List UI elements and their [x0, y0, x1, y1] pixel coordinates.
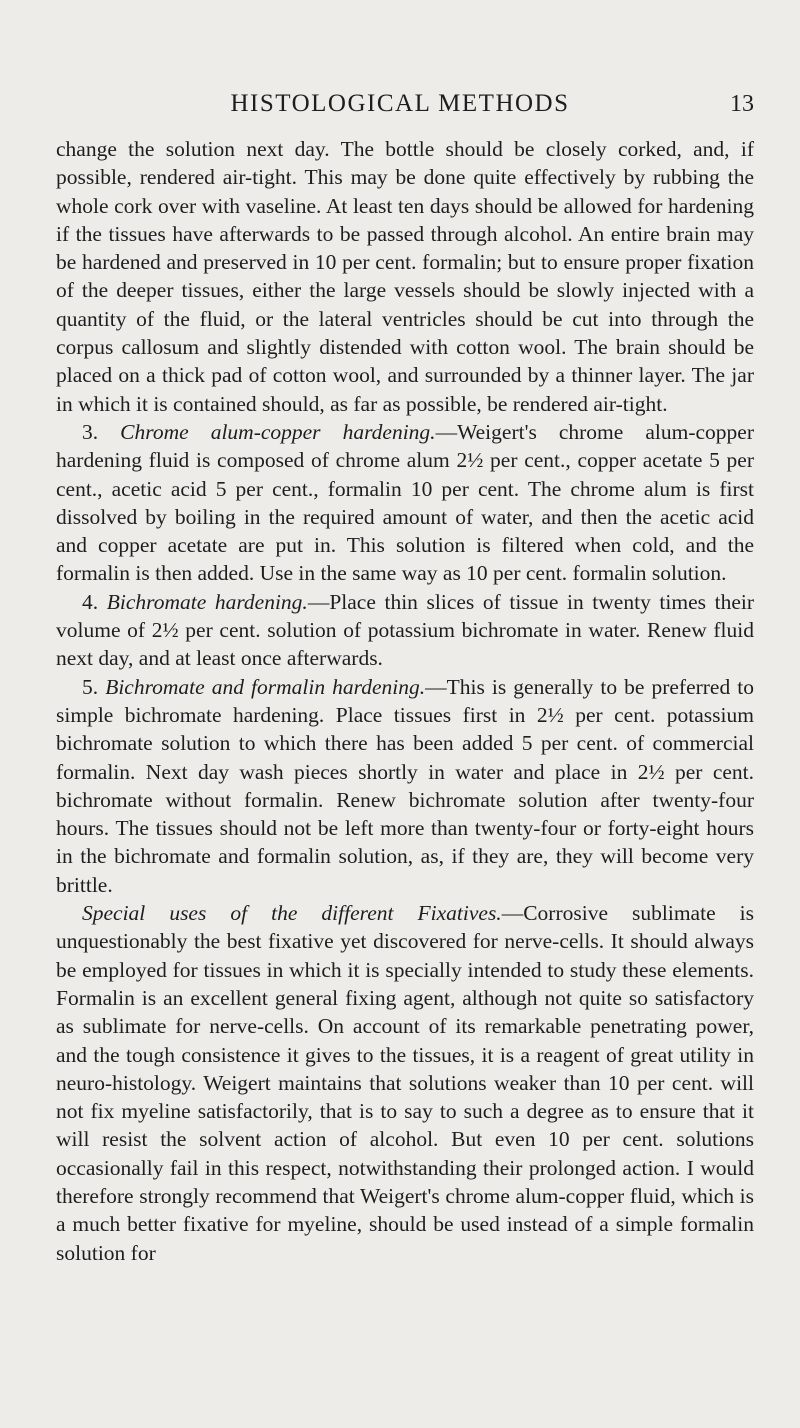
paragraph-special-uses: [56, 899, 754, 1267]
section-heading: Special uses of the different Fixatives.: [82, 901, 502, 926]
section-number: 5.: [82, 674, 99, 699]
page-number: 13: [730, 91, 754, 117]
section-heading: Bichromate and formalin hardening.: [105, 674, 426, 699]
paragraph-chrome-alum-copper: [56, 418, 754, 588]
body-text: [56, 135, 754, 1267]
paragraph-text: —Place thin slices of tissue in twenty times their volume of 2½ per cent. solution of potassium bichromate in water. Renew fluid next day, and at least once afterwards.: [56, 589, 754, 671]
section-heading: Bichromate hardening.: [106, 589, 308, 614]
paragraph-text: —Corrosive sublimate is unquestionably the best fixative yet discovered for nerve-cells. It should always be employed for tissues in which it is specially intended to study these elements. Formalin is an excellent general fixing agent, although not quite so satisfactory as sublimate for nerve-cells. On account of its remarkable penetrating power, and the tough consistence it gives to the tissues, it is a reagent of great utility in neuro-histology. Weigert maintains that solutions weaker than 10 per cent. will not fix myeline satisfactorily, that is to say to such a degree as to ensure that it will resist the solvent action of alcohol. But even 10 per cent. solutions occasionally fail in this respect, notwithstanding their prolonged action. I would therefore strongly recommend that Weigert's chrome alum-copper fluid, which is a much better fixative for myeline, should be used instead of a simple formalin solution for: [56, 901, 754, 1265]
paragraph-bichromate: [56, 588, 754, 673]
section-number: 4.: [82, 589, 99, 614]
section-heading: Chrome alum-copper hardening.: [120, 419, 436, 444]
paragraph-text: change the solution next day. The bottle should be closely corked, and, if possible, rendered air-tight. This may be done quite effectively by rubbing the whole cork over with vaseline. At least ten days should be allowed for hardening if the tissues have afterwards to be passed through alcohol. An entire brain may be hardened and preserved in 10 per cent. formalin; but to ensure proper fixation of the deeper tissues, either the large vessels should be slowly injected with a quantity of the fluid, or the lateral ventricles should be cut into through the corpus callosum and slightly distended with cotton wool. The brain should be placed on a thick pad of cotton wool, and surrounded by a thinner layer. The jar in which it is contained should, as far as possible, be rendered air-tight.: [56, 137, 754, 416]
running-head: [0, 84, 800, 124]
paragraph-continued: [56, 135, 754, 418]
paragraph-text: —Weigert's chrome alum-copper hardening fluid is composed of chrome alum 2½ per cent., copper acetate 5 per cent., acetic acid 5 per cent., formalin 10 per cent. The chrome alum is first dissolved by boiling in the required amount of water, and then the acetic acid and copper acetate are put in. This solution is filtered when cold, and the formalin is then added. Use in the same way as 10 per cent. formalin solution.: [56, 419, 755, 586]
running-title: HISTOLOGICAL METHODS: [230, 90, 570, 117]
paragraph-bichromate-formalin: [56, 673, 754, 899]
paragraph-text: —This is generally to be preferred to simple bichromate hardening. Place tissues first in 2½ per cent. potassium bichromate solution to which there has been added 5 per cent. of commercial formalin. Next day wash pieces shortly in water and place in 2½ per cent. bichromate without formalin. Renew bichromate solution after twenty-four hours. The tissues should not be left more than twenty-four or forty-eight hours in the bichromate and formalin solution, as, if they are, they will become very brittle.: [56, 674, 755, 897]
section-number: 3.: [82, 419, 99, 444]
